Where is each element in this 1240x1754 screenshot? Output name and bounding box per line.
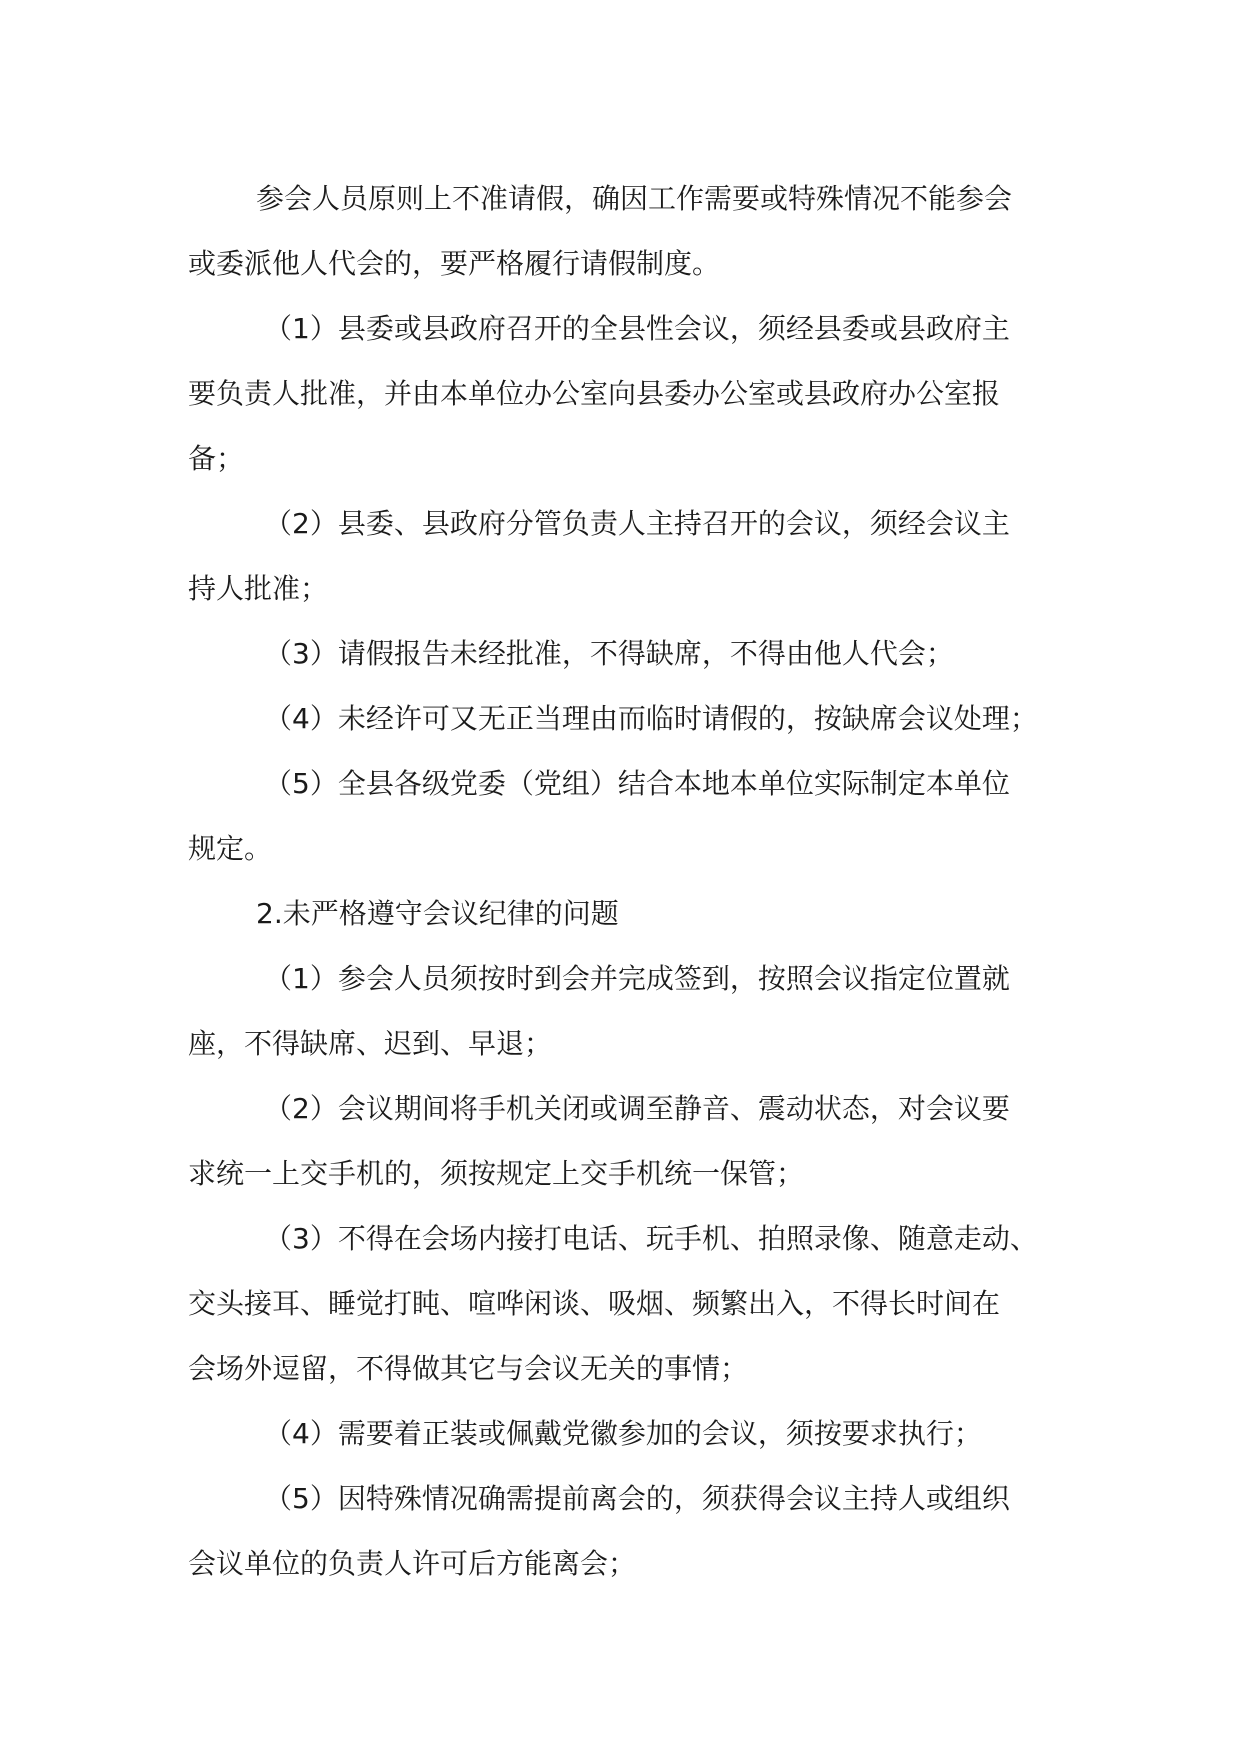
text-line: 参会人员原则上不准请假，确因工作需要或特殊情况不能参会 — [256, 182, 1013, 215]
text-line: （3）请假报告未经批准，不得缺席，不得由他人代会； — [264, 637, 954, 670]
paragraph — [188, 1401, 1088, 1466]
text-line: 座，不得缺席、迟到、早退； — [188, 1027, 553, 1060]
text-line: 或委派他人代会的，要严格履行请假制度。 — [188, 247, 721, 280]
text-line: 会议单位的负责人许可后方能离会； — [188, 1547, 637, 1580]
document-body — [188, 166, 1088, 1596]
text-line: （2）县委、县政府分管负责人主持召开的会议，须经会议主 — [264, 507, 1010, 540]
text-line: （4）需要着正装或佩戴党徽参加的会议，须按要求执行； — [264, 1417, 982, 1450]
paragraph — [188, 686, 1088, 751]
paragraph — [188, 491, 1088, 621]
text-line: （1）县委或县政府召开的全县性会议，须经县委或县政府主 — [264, 312, 1010, 345]
text-line: 会场外逗留，不得做其它与会议无关的事情； — [188, 1352, 749, 1385]
paragraph — [188, 621, 1088, 686]
text-line: 交头接耳、睡觉打盹、喧哗闲谈、吸烟、频繁出入，不得长时间在 — [188, 1287, 1001, 1320]
text-line: （3）不得在会场内接打电话、玩手机、拍照录像、随意走动、 — [264, 1222, 1038, 1255]
text-line: （1）参会人员须按时到会并完成签到，按照会议指定位置就 — [264, 962, 1010, 995]
paragraph — [188, 1076, 1088, 1206]
text-line: （4）未经许可又无正当理由而临时请假的，按缺席会议处理； — [264, 702, 1038, 735]
paragraph — [188, 881, 1088, 946]
text-line: 要负责人批准，并由本单位办公室向县委办公室或县政府办公室报 — [188, 377, 1001, 410]
paragraph — [188, 751, 1088, 881]
text-line: 规定。 — [188, 832, 273, 865]
text-line: （2）会议期间将手机关闭或调至静音、震动状态，对会议要 — [264, 1092, 1010, 1125]
paragraph — [188, 166, 1088, 296]
paragraph — [188, 1466, 1088, 1596]
paragraph — [188, 1206, 1088, 1401]
text-line: 2.未严格遵守会议纪律的问题 — [256, 897, 619, 930]
text-line: 备； — [188, 442, 245, 475]
text-line: 求统一上交手机的，须按规定上交手机统一保管； — [188, 1157, 805, 1190]
text-line: 持人批准； — [188, 572, 329, 605]
paragraph — [188, 296, 1088, 491]
paragraph — [188, 946, 1088, 1076]
text-line: （5）因特殊情况确需提前离会的，须获得会议主持人或组织 — [264, 1482, 1010, 1515]
text-line: （5）全县各级党委（党组）结合本地本单位实际制定本单位 — [264, 767, 1010, 800]
